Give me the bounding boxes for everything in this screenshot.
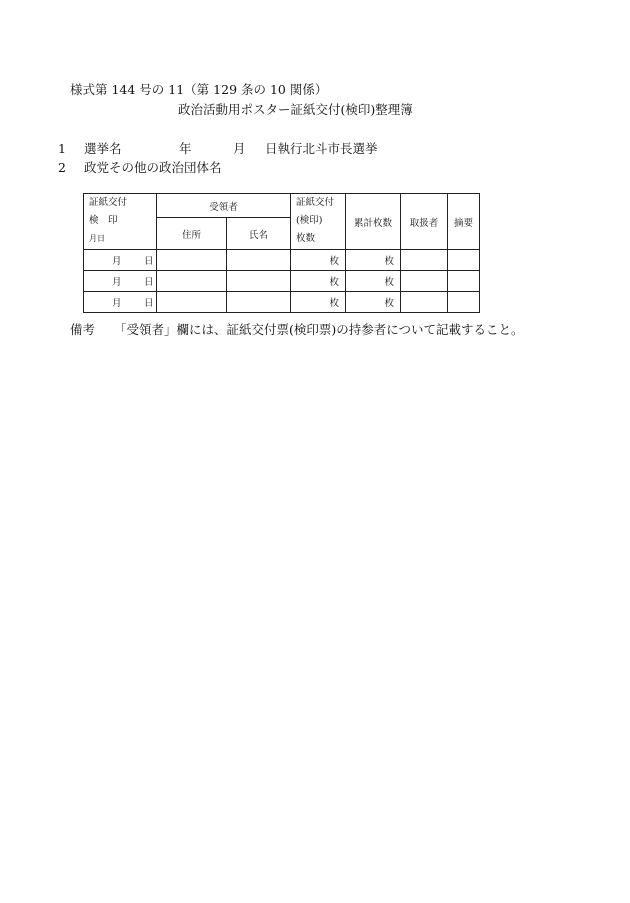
notes-cell[interactable]: [448, 250, 480, 271]
name-cell[interactable]: [227, 250, 291, 271]
date-cell[interactable]: 月 日: [84, 250, 157, 271]
remark-text: 「受領者」欄には、証紙交付票(検印票)の持参者について記載すること。: [114, 322, 524, 337]
address-cell[interactable]: [157, 271, 227, 292]
address-cell[interactable]: [157, 250, 227, 271]
address-header: 住所: [157, 218, 227, 250]
header-line: 検 印: [89, 215, 118, 226]
header-line: 枚数: [296, 233, 316, 244]
issued-count-cell[interactable]: 枚: [291, 250, 346, 271]
handler-cell[interactable]: [401, 292, 448, 313]
handler-cell[interactable]: [401, 271, 448, 292]
table-row: [84, 271, 480, 292]
name-cell[interactable]: [227, 292, 291, 313]
election-name-line: [58, 139, 378, 157]
header-row-1: [84, 194, 480, 218]
date-cell[interactable]: 月 日: [84, 271, 157, 292]
document-title: 政治活動用ポスター証紙交付(検印)整理簿: [178, 102, 413, 117]
cumulative-count-header: 累計枚数: [346, 194, 401, 250]
header-line: (検印): [296, 215, 323, 226]
notes-header: 摘要: [448, 194, 480, 250]
remark-label: 備考: [70, 322, 96, 337]
issued-count-cell[interactable]: 枚: [291, 271, 346, 292]
name-cell[interactable]: [227, 271, 291, 292]
election-name-tail: 日執行北斗市長選挙: [265, 141, 378, 156]
year-label: 年: [179, 141, 192, 156]
form-number: 様式第 144 号の 11（第 129 条の 10 関係）: [70, 82, 328, 97]
item-number: 1: [58, 141, 66, 156]
ledger-table: [83, 193, 480, 313]
issue-date-header: [84, 194, 157, 250]
table-row: [84, 250, 480, 271]
table-row: [84, 292, 480, 313]
handler-cell[interactable]: [401, 250, 448, 271]
issued-count-cell[interactable]: 枚: [291, 292, 346, 313]
handler-header: 取扱者: [401, 194, 448, 250]
cumulative-count-cell[interactable]: 枚: [346, 292, 401, 313]
notes-cell[interactable]: [448, 271, 480, 292]
address-cell[interactable]: [157, 292, 227, 313]
header-line: 月日: [89, 234, 105, 243]
cumulative-count-cell[interactable]: 枚: [346, 271, 401, 292]
election-name-label: 選挙名: [84, 141, 122, 156]
cumulative-count-cell[interactable]: 枚: [346, 250, 401, 271]
remark-line: [70, 320, 524, 338]
month-label: 月: [233, 141, 246, 156]
date-cell[interactable]: 月 日: [84, 292, 157, 313]
issued-count-header: [291, 194, 346, 250]
header-line: 証紙交付: [296, 197, 335, 208]
name-header: 氏名: [227, 218, 291, 250]
notes-cell[interactable]: [448, 292, 480, 313]
recipient-header: 受領者: [157, 194, 291, 218]
party-name-line: [58, 158, 222, 176]
party-name-label: 政党その他の政治団体名: [84, 160, 222, 175]
header-line: 証紙交付: [89, 197, 128, 208]
item-number: 2: [58, 160, 66, 175]
